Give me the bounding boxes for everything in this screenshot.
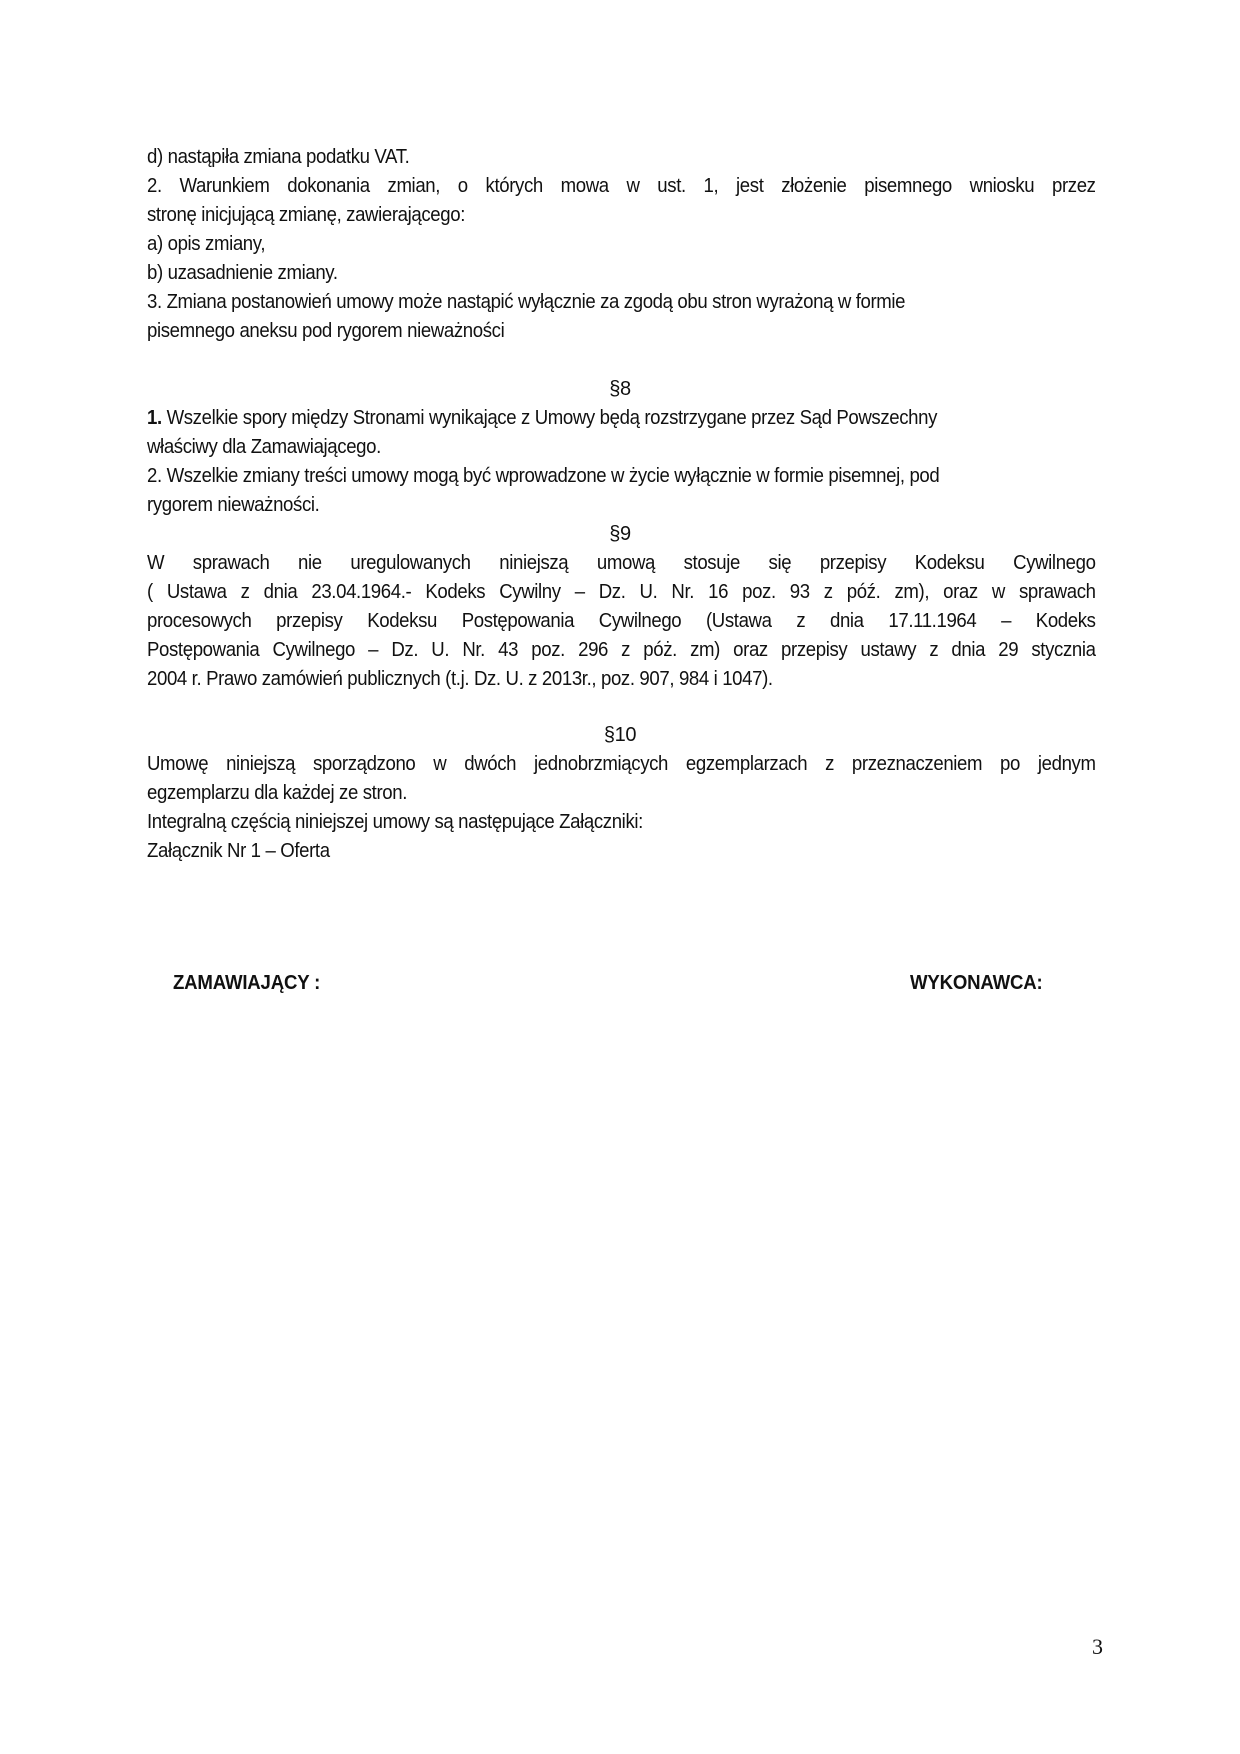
section-8-paragraph-1-text: Wszelkie spory między Stronami wynikające z Umowy będą rozstrzygane przez Sąd Powszechny	[161, 407, 938, 429]
section-8-paragraph-2-line-1: 2. Wszelkie zmiany treści umowy mogą być wprowadzone w życie wyłącznie w formie pisemnej, pod	[147, 465, 940, 487]
section-8-body	[147, 404, 1031, 520]
section-10-line-1: Umowę niniejszą sporządzono w dwóch jednobrzmiących egzemplarzach z przeznaczeniem po jednym	[147, 753, 1096, 775]
section-9-heading: §9	[609, 523, 631, 545]
section-9-line-5: 2004 r. Prawo zamówień publicznych (t.j. Dz. U. z 2013r., poz. 907, 984 i 1047).	[147, 668, 773, 690]
signature-wykonawca: WYKONAWCA:	[910, 972, 1043, 994]
section-9-line-4: Postępowania Cywilnego – Dz. U. Nr. 43 poz. 296 z póż. zm) oraz przepisy ustawy z dnia 29 stycznia	[147, 639, 1096, 661]
section-9-line-3: procesowych przepisy Kodeksu Postępowania Cywilnego (Ustawa z dnia 17.11.1964 – Kodeks	[147, 610, 1096, 632]
section-10-body	[147, 750, 1096, 866]
section-10-line-2: egzemplarzu dla każdej ze stron.	[147, 782, 408, 804]
section-9-line-1: W sprawach nie uregulowanych niniejszą umową stosuje się przepisy Kodeksu Cywilnego	[147, 552, 1096, 574]
item-d: d) nastąpiła zmiana podatku VAT.	[147, 146, 410, 168]
paragraph-3-line-1: 3. Zmiana postanowień umowy może nastąpić wyłącznie za zgodą obu stron wyrażoną w formie	[147, 291, 906, 313]
section-10-heading: §10	[603, 724, 637, 746]
section-10-line-3: Integralną częścią niniejszej umowy są następujące Załączniki:	[147, 811, 643, 833]
section-10-line-4: Załącznik Nr 1 – Oferta	[147, 840, 330, 862]
item-b: b) uzasadnienie zmiany.	[147, 262, 338, 284]
paragraph-3-line-2: pisemnego aneksu pod rygorem nieważności	[147, 320, 505, 342]
paragraph-2-line-1: 2. Warunkiem dokonania zmian, o których mowa w ust. 1, jest złożenie pisemnego wniosku przez	[147, 175, 1096, 197]
section-7-continuation	[147, 143, 1096, 346]
signature-zamawiajacy: ZAMAWIAJĄCY :	[173, 972, 321, 994]
paragraph-2-line-2: stronę inicjującą zmianę, zawierającego:	[147, 204, 466, 226]
section-8-heading: §8	[609, 378, 631, 400]
page-number: 3	[1092, 1634, 1103, 1659]
section-8-paragraph-1-line-1	[147, 404, 1031, 433]
section-8-paragraph-1-line-2: właściwy dla Zamawiającego.	[147, 436, 381, 458]
section-9-body	[147, 549, 1096, 694]
section-8-paragraph-2-line-2: rygorem nieważności.	[147, 494, 320, 516]
section-8-paragraph-1-number: 1.	[147, 407, 162, 429]
section-9-line-2: ( Ustawa z dnia 23.04.1964.- Kodeks Cywilny – Dz. U. Nr. 16 poz. 93 z póź. zm), oraz w sprawach	[147, 581, 1096, 603]
item-a: a) opis zmiany,	[147, 233, 266, 255]
